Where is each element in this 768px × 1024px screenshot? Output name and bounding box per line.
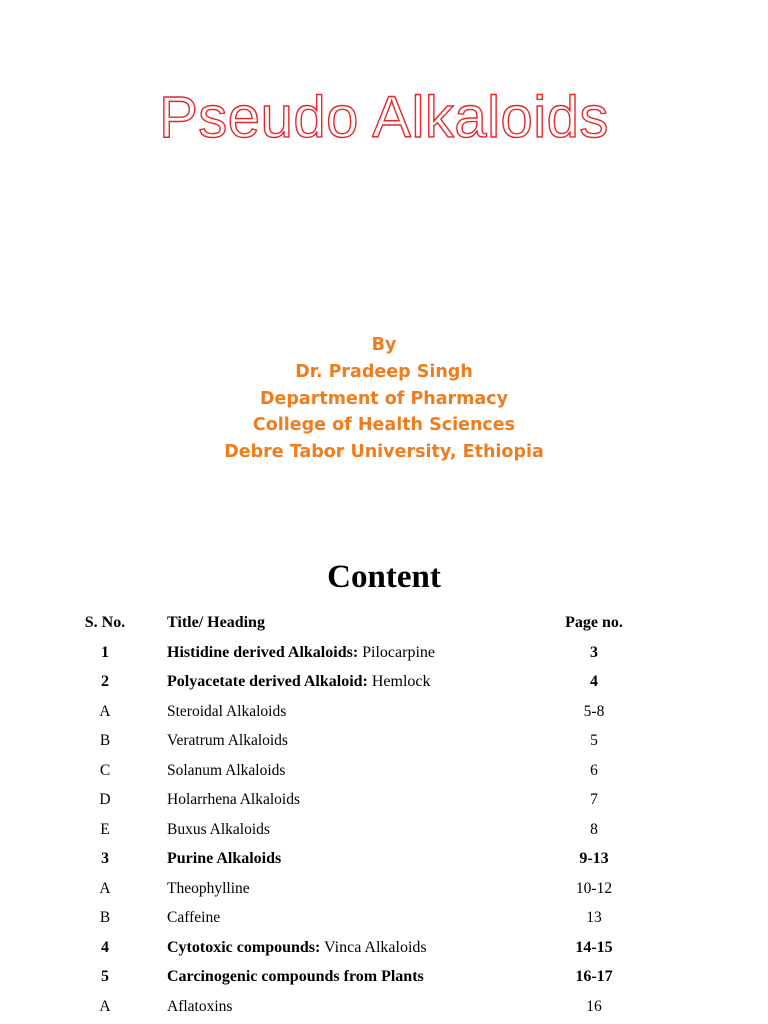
table-row [0,844,768,874]
row-page: 7 [590,791,598,808]
column-header-title: Title/ Heading [167,614,265,631]
row-sno: C [99,761,111,779]
row-sno: 5 [101,968,109,985]
row-title [167,962,547,992]
content-heading: Content [327,559,441,595]
author-university: Debre Tabor University, Ethiopia [224,442,544,463]
row-sno: B [99,732,111,749]
row-title [167,844,547,874]
row-sno: B [99,909,111,926]
row-page: 9-13 [579,850,609,867]
row-page: 14-15 [575,938,613,956]
row-title-rest: Pilocarpine [358,643,436,661]
document-title: Pseudo Alkaloids [159,85,609,150]
row-sno: D [99,791,111,808]
table-row [0,785,768,815]
row-title-bold: Cytotoxic compounds: [167,938,321,956]
row-title-rest: Hemlock [367,673,431,690]
table-row [0,756,768,786]
table-row [0,933,768,963]
row-title: Caffeine [167,909,221,926]
row-page: 10-12 [575,879,613,897]
row-sno: A [99,702,111,720]
row-sno: 3 [101,850,109,867]
table-row [0,815,768,845]
row-title-bold: Carcinogenic compounds from Plants [167,968,424,985]
row-title: Buxus Alkaloids [167,820,270,838]
row-sno: 4 [101,938,109,956]
row-sno: 2 [101,673,109,690]
toc-header-row [0,608,768,638]
row-page: 4 [590,673,598,690]
row-sno: A [99,879,111,897]
table-row [0,903,768,933]
author-college: College of Health Sciences [252,415,516,436]
row-title: Steroidal Alkaloids [167,702,287,720]
column-header-page: Page no. [565,614,623,631]
table-of-contents [0,608,768,1021]
row-page: 13 [586,909,602,926]
author-name: Dr. Pradeep Singh [295,361,473,382]
row-title: Solanum Alkaloids [167,761,286,779]
table-row [0,697,768,727]
author-block [0,332,768,466]
table-row [0,726,768,756]
row-title [167,638,547,668]
row-page: 8 [590,820,598,838]
table-row [0,962,768,992]
column-header-sno: S. No. [84,614,126,631]
row-title-bold: Purine Alkaloids [167,850,282,867]
row-title: Theophylline [167,879,250,897]
row-page: 5-8 [583,702,605,720]
byline-by: By [371,335,397,355]
row-title: Holarrhena Alkaloids [167,791,301,808]
table-row [0,874,768,904]
row-page: 16-17 [575,968,613,985]
row-title-bold: Polyacetate derived Alkaloid: [167,673,368,690]
author-department: Department of Pharmacy [259,388,509,409]
table-row [0,638,768,668]
row-sno: E [100,820,110,838]
row-title: Veratrum Alkaloids [167,732,288,749]
row-page: 6 [590,761,598,779]
row-sno: 1 [101,643,109,661]
row-title: Aflatoxins [167,997,233,1015]
row-page: 16 [586,997,602,1015]
row-page: 5 [590,732,598,749]
table-row [0,667,768,697]
row-title [167,933,547,963]
row-sno: A [99,997,111,1015]
row-page: 3 [590,643,598,661]
row-title-bold: Histidine derived Alkaloids: [167,643,359,661]
table-row [0,992,768,1022]
row-title [167,667,547,697]
row-title-rest: Vinca Alkaloids [320,938,427,956]
